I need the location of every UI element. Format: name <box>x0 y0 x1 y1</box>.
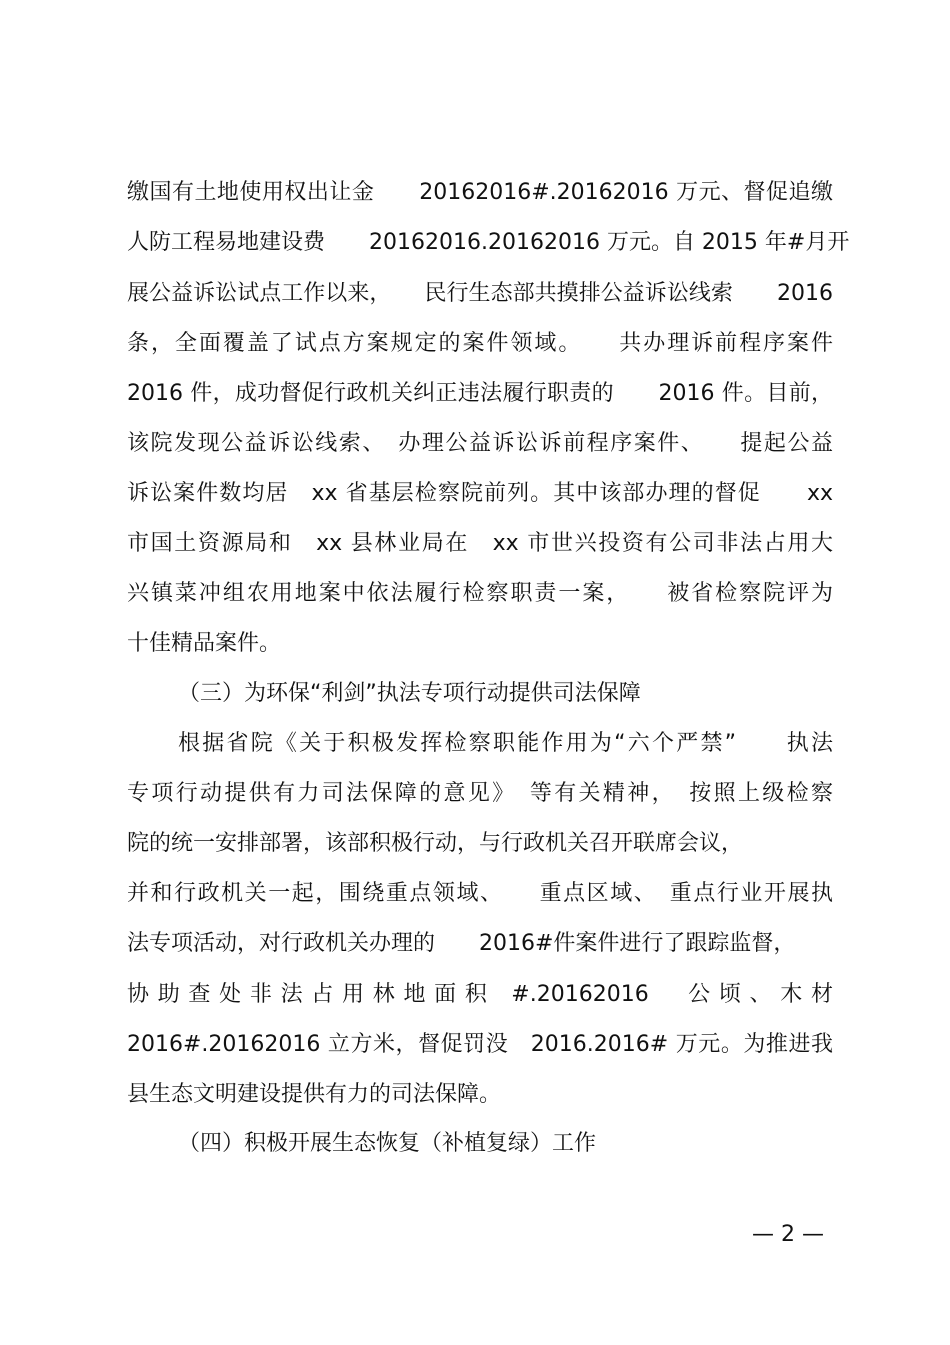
paragraph-line: 专项行动提供有力司法保障的意见》 等有关精神， 按照上级检察 <box>127 781 833 806</box>
paragraph-line: 法专项活动，对行政机关办理的 2016#件案件进行了跟踪监督， <box>127 931 796 956</box>
paragraph-line: 县生态文明建设提供有力的司法保障。 <box>127 1082 502 1107</box>
section-heading-3: （三）为环保“利剑”执法专项行动提供司法保障 <box>178 681 641 706</box>
paragraph-line: 协助查处非法占用林地面积 #.20162016 公顷、木材 <box>127 982 833 1007</box>
paragraph-line: 缴国有土地使用权出让金 20162016#.20162016 万元、督促追缴 <box>127 180 833 205</box>
paragraph-line: 2016#.20162016 立方米，督促罚没 2016.2016# 万元。为推进我 <box>127 1032 833 1057</box>
paragraph-line: 条，全面覆盖了试点方案规定的案件领域。 共办理诉前程序案件 <box>127 331 833 356</box>
page-number: — 2 — <box>752 1222 824 1247</box>
paragraph-line: 院的统一安排部署，该部积极行动，与行政机关召开联席会议， <box>127 831 744 856</box>
paragraph-line: 根据省院《关于积极发挥检察职能作用为“六个严禁” 执法 <box>178 731 834 756</box>
section-heading-4: （四）积极开展生态恢复（补植复绿）工作 <box>178 1131 597 1156</box>
paragraph-line: 兴镇菜冲组农用地案中依法履行检察职责一案， 被省检察院评为 <box>127 581 833 606</box>
paragraph-line: 人防工程易地建设费 20162016.20162016 万元。自 2015 年#月开 <box>127 230 850 255</box>
paragraph-line: 该院发现公益诉讼线索、 办理公益诉讼诉前程序案件、 提起公益 <box>127 431 833 456</box>
paragraph-line: 市国土资源局和 xx 县林业局在 xx 市世兴投资有公司非法占用大 <box>127 531 833 556</box>
paragraph-line: 十佳精品案件。 <box>127 631 282 656</box>
paragraph-line: 诉讼案件数均居 xx 省基层检察院前列。其中该部办理的督促 xx <box>127 481 833 506</box>
paragraph-line: 并和行政机关一起，围绕重点领域、 重点区域、 重点行业开展执 <box>127 881 833 906</box>
paragraph-line: 2016 件，成功督促行政机关纠正违法履行职责的 2016 件。目前， <box>127 381 833 406</box>
paragraph-line: 展公益诉讼试点工作以来， 民行生态部共摸排公益诉讼线索 2016 <box>127 281 833 306</box>
